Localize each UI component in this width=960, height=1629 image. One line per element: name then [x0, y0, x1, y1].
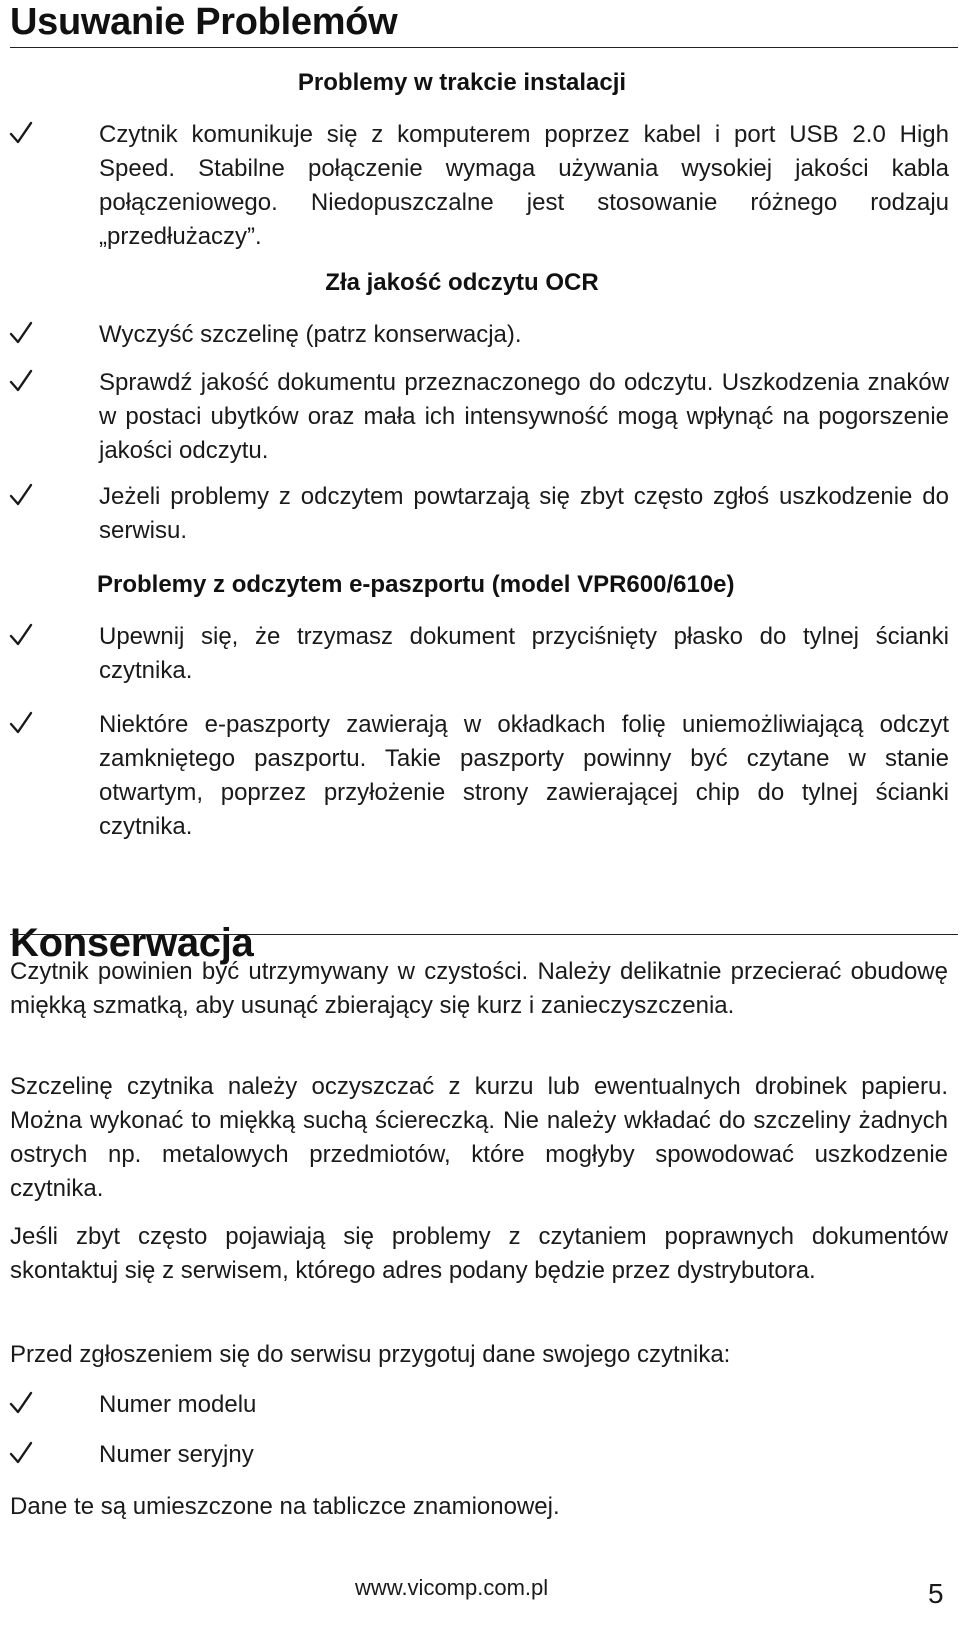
checklist-item-text: Niektóre e-paszporty zawierają w okładkach folię uniemożliwiającą odczyt zamkniętego paszportu. Takie paszporty powinny być czytane w stanie otwartym, poprzez przyłożenie strony zawierającej chip do tylnej ścianki czytnika. [99, 711, 949, 840]
section-title-troubleshooting: Usuwanie Problemów [10, 1, 398, 43]
checklist-item-text: Sprawdź jakość dokumentu przeznaczonego do odczytu. Uszkodzenia znaków w postaci ubytków oraz mała ich intensywność mogą wpłynąć na pogorszenie jakości odczytu. [99, 369, 949, 464]
subheading-ocr: Zła jakość odczytu OCR [325, 269, 599, 296]
checkmark-icon [8, 118, 34, 148]
checklist-item-text: Numer modelu [99, 1391, 257, 1418]
closing-paragraph: Dane te są umieszczone na tabliczce znamionowej. [10, 1493, 560, 1520]
section-title-maintenance: Konserwacja [10, 921, 254, 965]
checkmark-icon [8, 708, 34, 738]
checklist-item-text: Wyczyść szczelinę (patrz konserwacja). [99, 321, 522, 348]
checkmark-icon [8, 1388, 34, 1418]
title-underline [10, 47, 958, 48]
title-underline [10, 934, 958, 935]
subheading-epassport: Problemy z odczytem e-paszportu (model VPR600/610e) [97, 571, 735, 598]
checkmark-icon [8, 366, 34, 396]
checkmark-icon [8, 620, 34, 650]
paragraph: Szczelinę czytnika należy oczyszczać z kurzu lub ewentualnych drobinek papieru. Można wykonać to miękką suchą ściereczką. Nie należy wkładać do szczeliny żadnych ostrych np. metalowych przedmiotów, które mogłyby spowodować uszkodzenie czytnika. [10, 1073, 948, 1202]
footer-url: www.vicomp.com.pl [355, 1575, 549, 1600]
paragraph: Czytnik powinien być utrzymywany w czystości. Należy delikatnie przecierać obudowę miękką szmatką, aby usunąć zbierający się kurz i zanieczyszczenia. [10, 958, 948, 1019]
paragraph: Przed zgłoszeniem się do serwisu przygotuj dane swojego czytnika: [10, 1341, 731, 1368]
checklist-item-text: Czytnik komunikuje się z komputerem poprzez kabel i port USB 2.0 High Speed. Stabilne połączenie wymaga używania wysokiej jakości kabla połączeniowego. Niedopuszczalne jest stosowanie różnego rodzaju „przedłużaczy”. [99, 121, 949, 250]
page-number: 5 [928, 1578, 944, 1609]
checkmark-icon [8, 1438, 34, 1468]
checklist-item-text: Upewnij się, że trzymasz dokument przyciśnięty płasko do tylnej ścianki czytnika. [99, 623, 949, 684]
checkmark-icon [8, 480, 34, 510]
paragraph: Jeśli zbyt często pojawiają się problemy z czytaniem poprawnych dokumentów skontaktuj się z serwisem, którego adres podany będzie przez dystrybutora. [10, 1223, 948, 1284]
checklist-item-text: Numer seryjny [99, 1441, 254, 1468]
checklist-item-text: Jeżeli problemy z odczytem powtarzają się zbyt często zgłoś uszkodzenie do serwisu. [99, 483, 949, 544]
subheading-installation: Problemy w trakcie instalacji [297, 69, 627, 96]
checkmark-icon [8, 318, 34, 348]
